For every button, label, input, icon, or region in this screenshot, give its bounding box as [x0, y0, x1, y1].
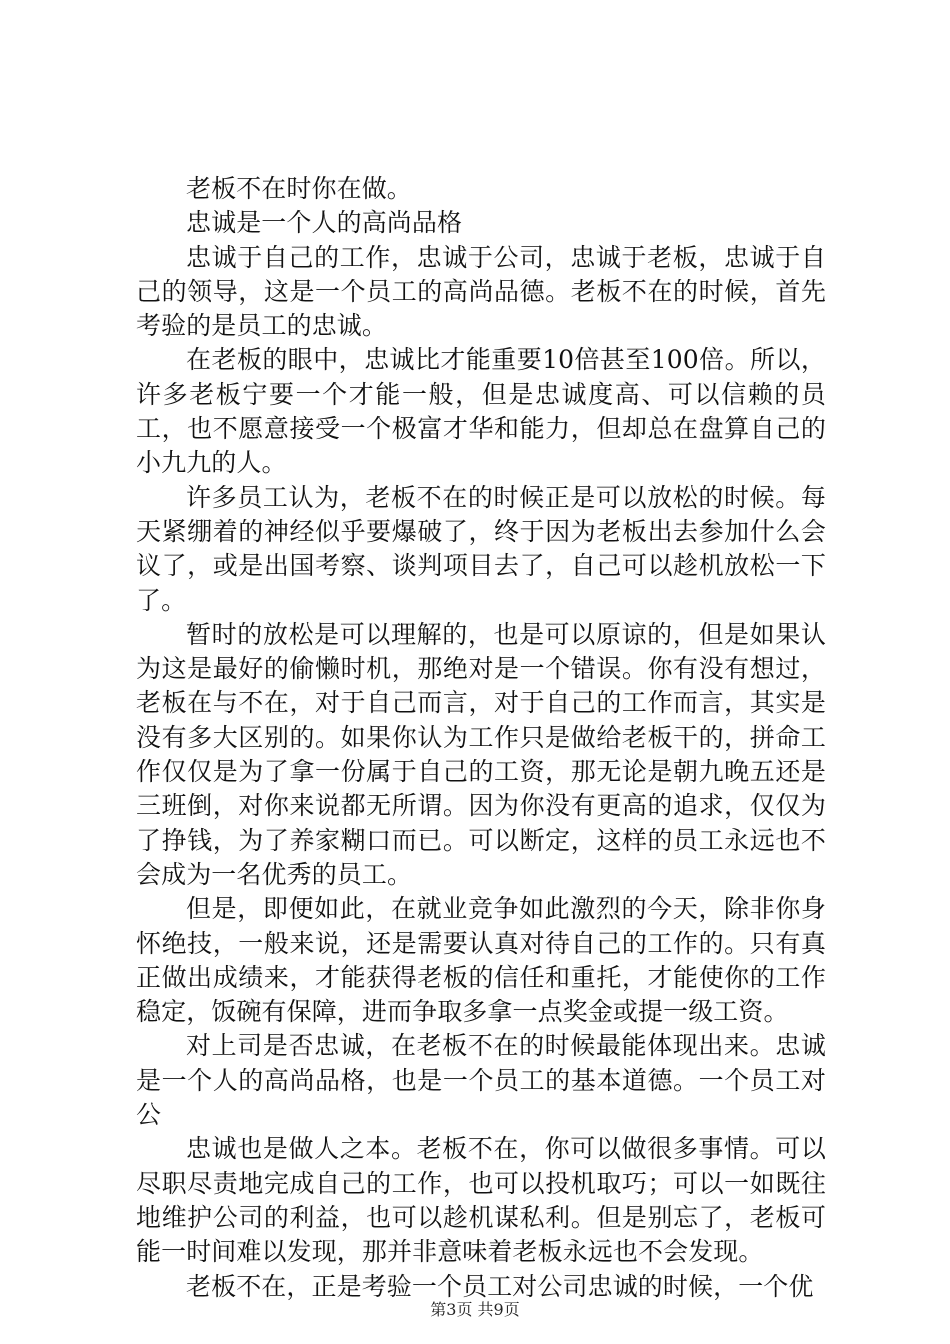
paragraph: 但是，即便如此，在就业竞争如此激烈的今天，除非你身怀绝技，一般来说，还是需要认真对待自己的工作的。只有真正做出成绩来，才能获得老板的信任和重托，才能使你的工作稳定，饭碗有保障，进而争取多拿一点奖金或提一级工资。 — [136, 894, 826, 1027]
page-number-footer: 第3页 共9页 — [430, 1300, 520, 1319]
paragraph: 暂时的放松是可以理解的，也是可以原谅的，但是如果认为这是最好的偷懒时机，那绝对是一个错误。你有没有想过，老板在与不在，对于自己而言，对于自己的工作而言，其实是没有多大区别的。如果你认为工作只是做给老板干的，拼命工作仅仅是为了拿一份属于自己的工资，那无论是朝九晚五还是三班倒，对你来说都无所谓。因为你没有更高的追求，仅仅为了挣钱，为了养家糊口而已。可以断定，这样的员工永远也不会成为一名优秀的员工。 — [136, 619, 826, 889]
paragraph: 忠诚也是做人之本。老板不在，你可以做很多事情。可以尽职尽责地完成自己的工作，也可以投机取巧；可以一如既往地维护公司的利益，也可以趁机谋私利。但是别忘了，老板可能一时间难以发现，那并非意味着老板永远也不会发现。 — [136, 1134, 826, 1267]
paragraph: 许多员工认为，老板不在的时候正是可以放松的时候。每天紧绷着的神经似乎要爆破了，终于因为老板出去参加什么会议了，或是出国考察、谈判项目去了，自己可以趁机放松一下了。 — [136, 482, 826, 615]
paragraph: 对上司是否忠诚，在老板不在的时候最能体现出来。忠诚是一个人的高尚品格，也是一个员工的基本道德。一个员工对公 — [136, 1031, 826, 1130]
paragraph: 老板不在，正是考验一个员工对公司忠诚的时候，一个优 — [186, 1271, 814, 1301]
paragraph: 老板不在时你在做。 — [186, 174, 412, 203]
document-body — [136, 172, 826, 1304]
paragraph: 在老板的眼中，忠诚比才能重要10倍甚至100倍。所以，许多老板宁要一个才能一般，但是忠诚度高、可以信赖的员工，也不愿意接受一个极富才华和能力，但却总在盘算自己的小九九的人。 — [136, 345, 826, 478]
paragraph: 忠诚于自己的工作，忠诚于公司，忠诚于老板，忠诚于自己的领导，这是一个员工的高尚品德。老板不在的时候，首先考验的是员工的忠诚。 — [136, 242, 826, 341]
section-heading: 忠诚是一个人的高尚品格 — [186, 208, 463, 238]
